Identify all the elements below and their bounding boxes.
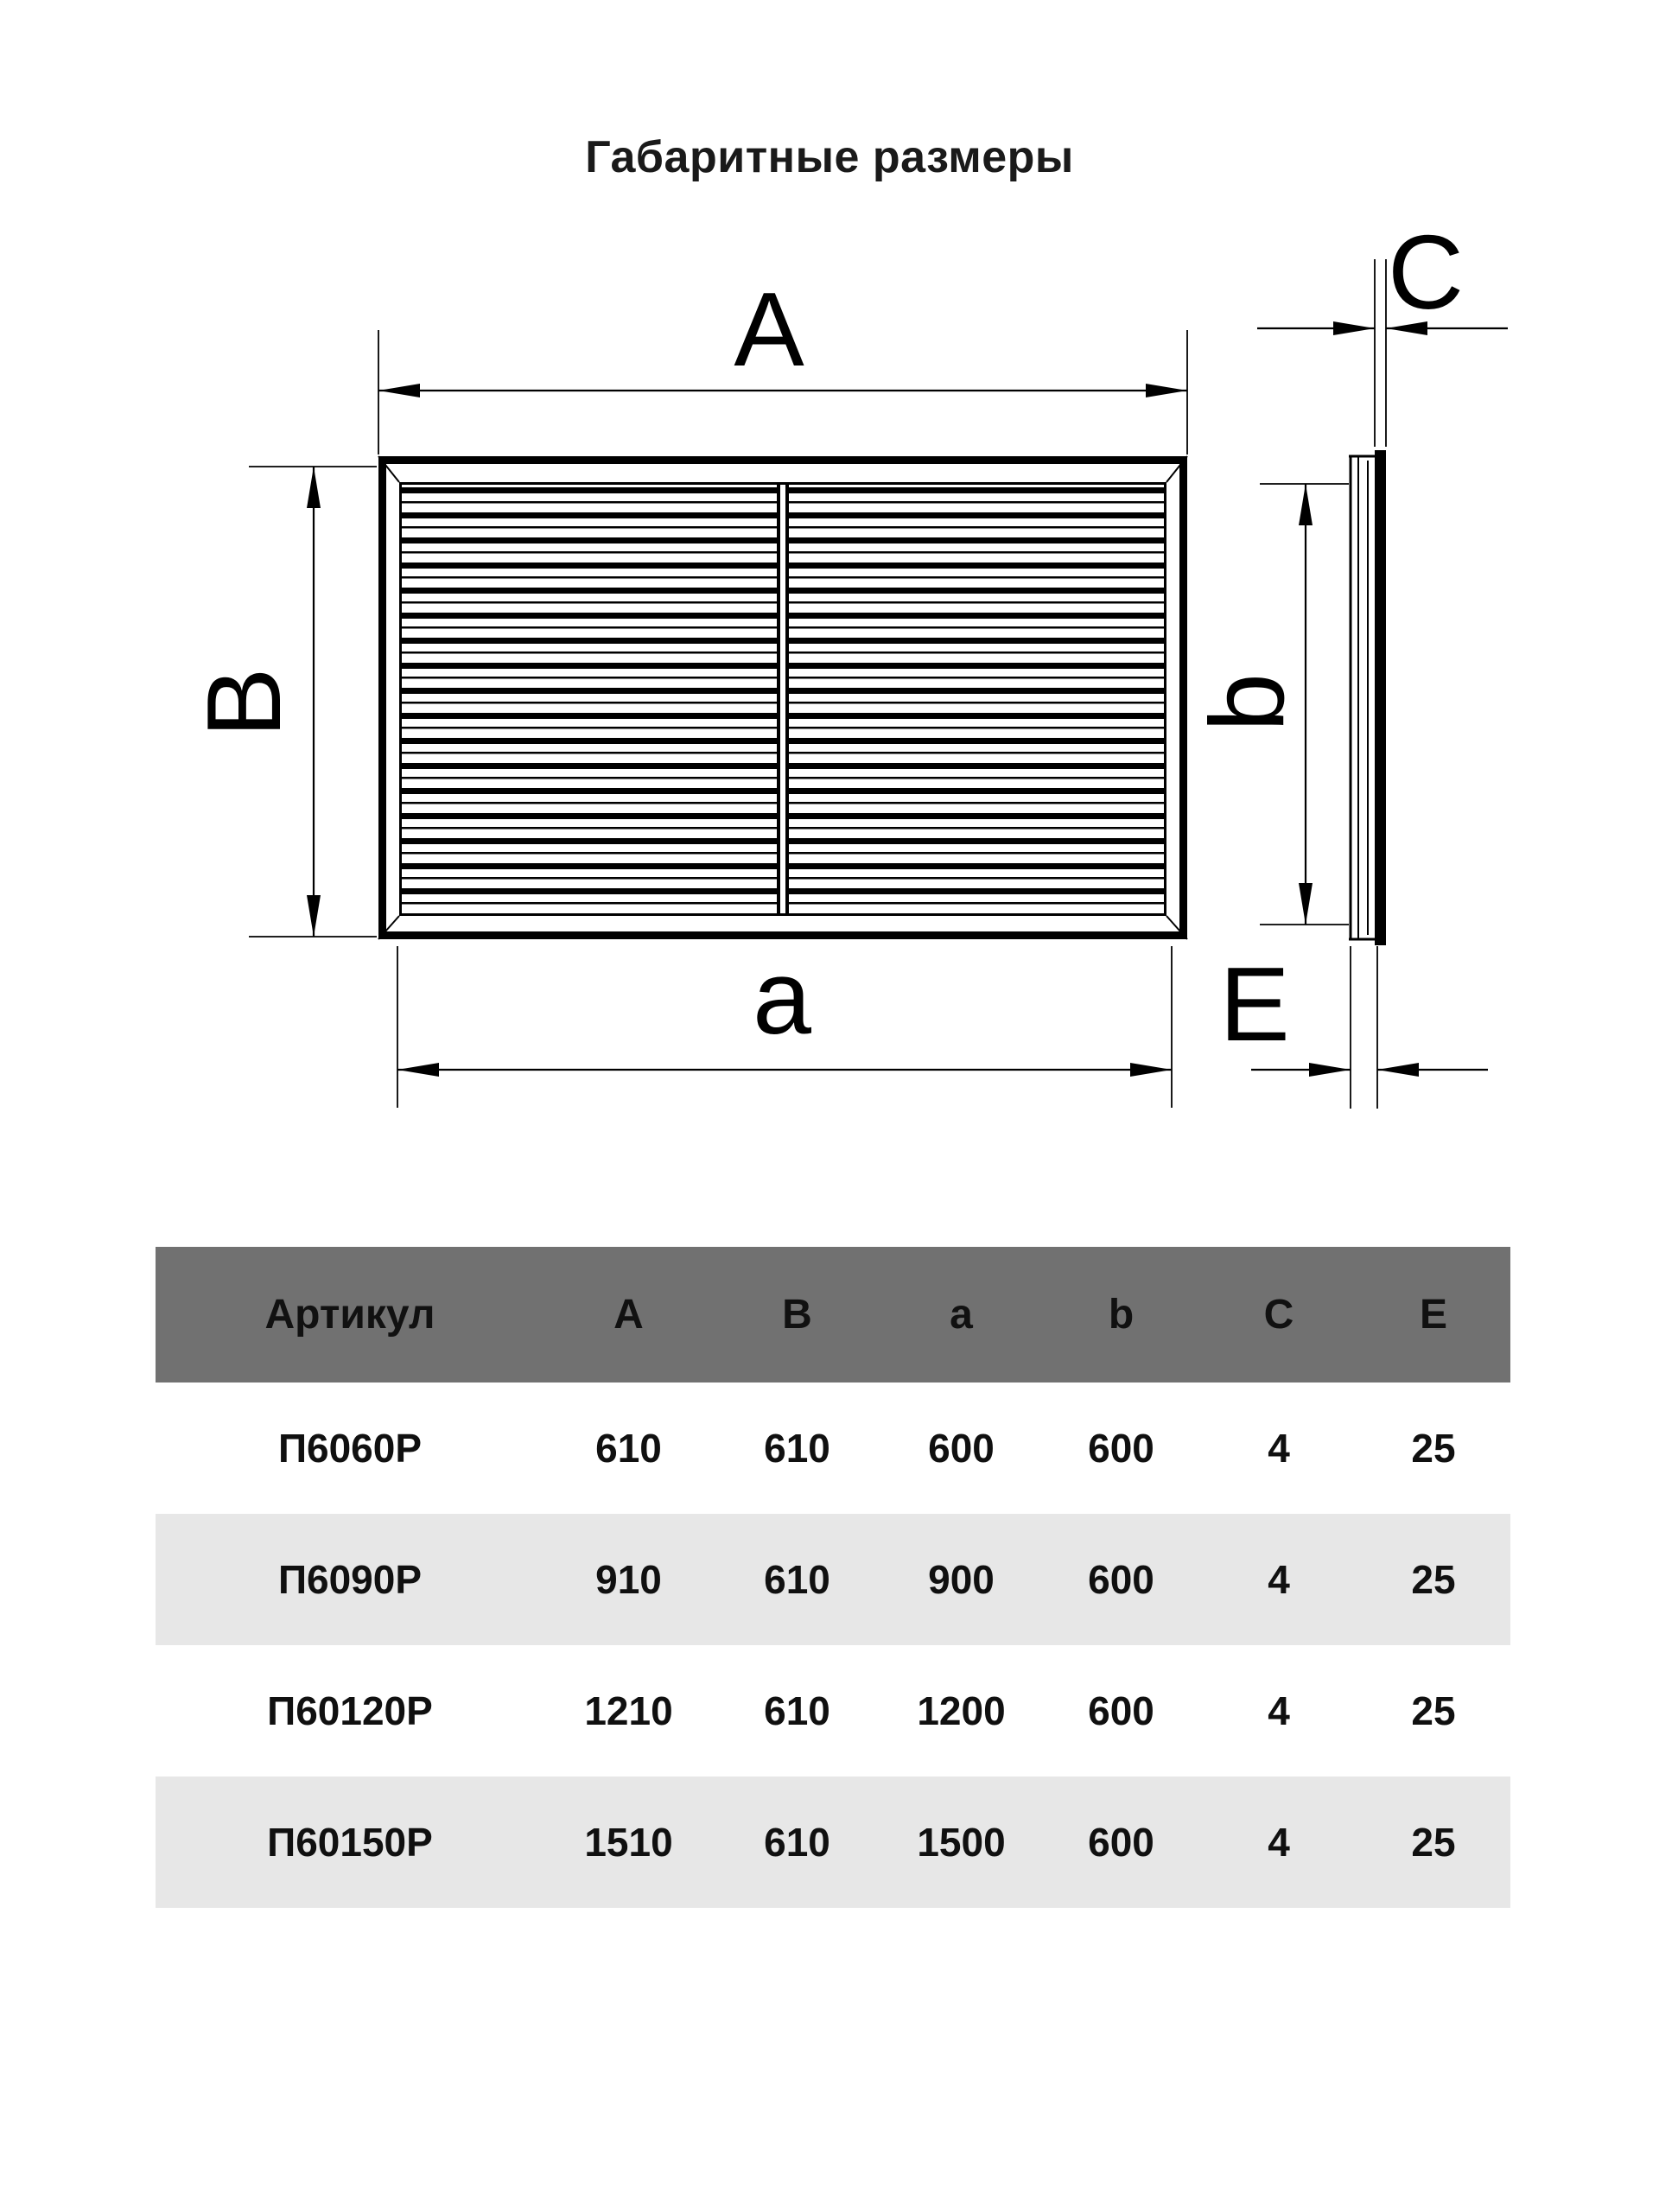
cell-B: 610 [764,1688,830,1733]
cell-article: П6060Р [277,1426,423,1471]
cell-A: 910 [595,1557,662,1602]
dim-label-B: B [185,667,302,738]
cell-b: 600 [1088,1426,1154,1471]
arrowhead-icon [378,384,420,397]
dim-label-a: a [753,938,811,1056]
cell-E: 25 [1411,1557,1456,1602]
cell-B: 610 [764,1820,830,1865]
dimension-c-thickness [1257,213,1508,447]
louvers-left-panel [401,487,777,905]
cell-C: 4 [1268,1426,1290,1471]
cell-b: 600 [1088,1820,1154,1865]
cell-article: П6090Р [277,1557,423,1602]
page-title: Габаритные размеры [585,132,1074,182]
arrowhead-icon [307,467,321,508]
dim-label-A: A [734,270,804,388]
column-header-article: Артикул [264,1292,435,1338]
arrowhead-icon [1377,1063,1419,1077]
side-view [1349,450,1386,945]
grille-inner-frame [401,484,1166,915]
arrowhead-icon [307,895,321,937]
cell-article: П60150Р [267,1820,433,1865]
cell-A: 610 [595,1426,662,1471]
cell-E: 25 [1411,1688,1456,1733]
cell-B: 610 [764,1557,830,1602]
dim-label-b: b [1188,673,1306,732]
cell-b: 600 [1088,1557,1154,1602]
cell-b: 600 [1088,1688,1154,1733]
cell-E: 25 [1411,1426,1456,1471]
table-row [156,1645,1510,1777]
table-row [156,1777,1510,1908]
cell-a: 1200 [917,1688,1006,1733]
arrowhead-icon [1146,384,1187,397]
cell-a: 600 [928,1426,995,1471]
dim-label-E: E [1219,945,1290,1063]
arrowhead-icon [1333,321,1375,335]
table-row [156,1382,1510,1514]
table-row [156,1514,1510,1645]
arrowhead-icon [397,1063,439,1077]
cell-article: П60120Р [267,1688,433,1733]
arrowhead-icon [1299,883,1313,925]
cell-A: 1210 [584,1688,673,1733]
cell-E: 25 [1411,1820,1456,1865]
cell-B: 610 [764,1426,830,1471]
arrowhead-icon [1309,1063,1351,1077]
arrowhead-icon [1299,484,1313,525]
dim-label-C: C [1387,213,1465,331]
cell-A: 1510 [584,1820,673,1865]
cell-a: 900 [928,1557,995,1602]
dimension-e-flange-depth [1219,945,1488,1109]
column-header-b: b [1108,1292,1135,1338]
louvers-right-panel [789,487,1165,905]
side-view-face-plate [1375,450,1386,945]
dimension-b-outer-height [185,467,377,937]
dimension-a-inner-width [397,938,1172,1108]
cell-C: 4 [1268,1557,1290,1602]
arrowhead-icon [1130,1063,1172,1077]
cell-a: 1500 [917,1820,1006,1865]
column-header-B: B [782,1292,812,1338]
column-header-C: C [1263,1292,1294,1338]
cell-C: 4 [1268,1820,1290,1865]
column-header-A: A [613,1292,644,1338]
column-header-E: E [1419,1292,1447,1338]
column-header-a: a [950,1292,973,1338]
dimension-b-inner-height [1188,484,1349,925]
dimension-a-outer-width [378,270,1187,454]
cell-C: 4 [1268,1688,1290,1733]
table-header-row [156,1247,1510,1382]
dimensions-table [156,1247,1510,1908]
front-view [378,456,1187,939]
